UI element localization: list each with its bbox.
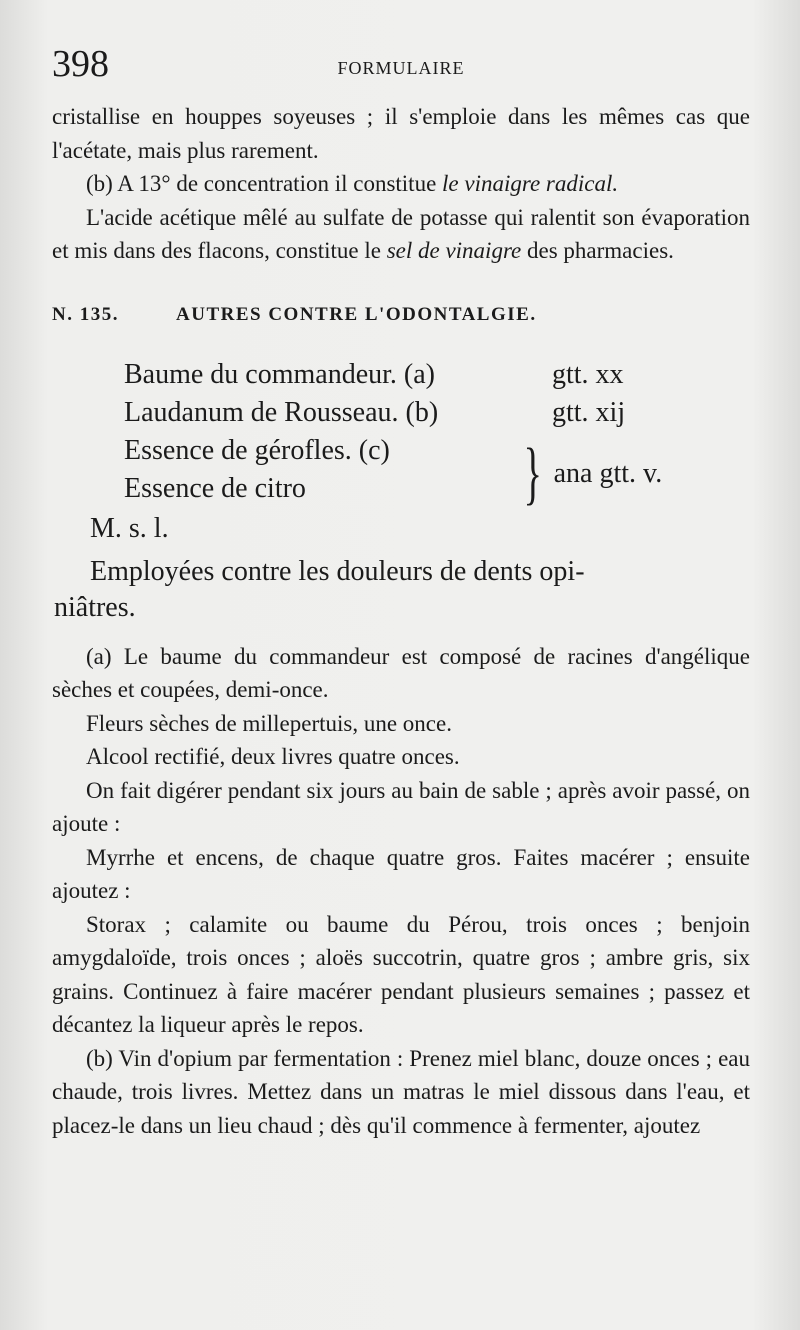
footnote-paragraph: Myrrhe et encens, de chaque quatre gros. Faites macérer ; ensuite ajoutez : — [52, 844, 750, 903]
section-title: AUTRES CONTRE L'ODONTALGIE. — [176, 303, 537, 325]
grouped-dose: ana gtt. v. — [553, 457, 663, 489]
ingredient-dose: gtt. xx — [552, 358, 624, 390]
intro-paragraph-3-text: L'acide acétique mêlé au sulfate de potasse qui ralentit son évaporation et mis dans des flacons, constitue le — [52, 204, 750, 263]
usage-line-2: niâtres. — [54, 591, 136, 623]
intro-paragraph-3 — [52, 201, 750, 268]
footnote-paragraph: (b) Vin d'opium par fermentation : Prenez miel blanc, douze onces ; eau chaude, trois livres. Mettez dans un matras le miel dissous dans l'eau, et placez-le dans un lieu chaud ; dès qu'il commence à fermenter, ajoutez — [52, 1045, 750, 1138]
ingredient-dose: gtt. xij — [552, 396, 626, 428]
section-number: N. 135. — [52, 303, 119, 325]
recipe-usage — [54, 554, 750, 626]
intro-paragraph-1: cristallise en houppes soyeuses ; il s'emploie dans les mêmes cas que l'acétate, mais plus rarement. — [52, 104, 750, 163]
intro-paragraph-3-suffix: des pharmacies. — [521, 238, 674, 263]
recipe-ingredient — [124, 394, 750, 432]
usage-line-1: Employées contre les douleurs de dents opi- — [90, 555, 585, 587]
intro-text — [52, 100, 750, 268]
ingredient-name: Essence de citro — [124, 472, 306, 504]
page-header — [52, 40, 750, 100]
footnotes — [52, 640, 750, 1143]
brace-icon: } — [523, 434, 543, 512]
recipe-instruction: M. s. l. — [90, 512, 169, 544]
running-title: FORMULAIRE — [337, 58, 465, 78]
intro-paragraph-2 — [52, 167, 750, 201]
footnote-paragraph: Alcool rectifié, deux livres quatre onces. — [86, 744, 460, 769]
intro-paragraph-2-text: (b) A 13° de concentration il constitue — [86, 171, 443, 196]
footnote-paragraph: (a) Le baume du commandeur est composé de racines d'angélique sèches et coupées, demi-once. — [52, 643, 750, 702]
recipe-block — [124, 356, 750, 512]
ingredient-name: Baume du commandeur. (a) — [124, 358, 436, 390]
recipe-ingredient — [124, 356, 750, 394]
grouped-ingredients — [124, 432, 750, 512]
footnote-paragraph: Storax ; calamite ou baume du Pérou, trois onces ; benjoin amygdaloïde, trois onces ; aloës succotrin, quatre gros ; ambre gris, six grains. Continuez à faire macérer pendant plusieurs semaines ; passez et décantez la liqueur après le repos. — [52, 911, 750, 1037]
ingredient-name: Essence de gérofles. (c) — [124, 434, 390, 466]
grouped-dose-block — [516, 436, 662, 512]
ingredient-name: Laudanum de Rousseau. (b) — [124, 396, 439, 428]
intro-paragraph-3-italic: sel de vinaigre — [386, 238, 522, 263]
footnote-paragraph: Fleurs sèches de millepertuis, une once. — [86, 710, 452, 736]
footnote-paragraph: On fait digérer pendant six jours au bain de sable ; après avoir passé, on ajoute : — [52, 777, 750, 836]
page-number: 398 — [52, 43, 109, 85]
intro-paragraph-2-italic: le vinaigre radical. — [442, 171, 619, 196]
section-heading — [52, 304, 750, 326]
